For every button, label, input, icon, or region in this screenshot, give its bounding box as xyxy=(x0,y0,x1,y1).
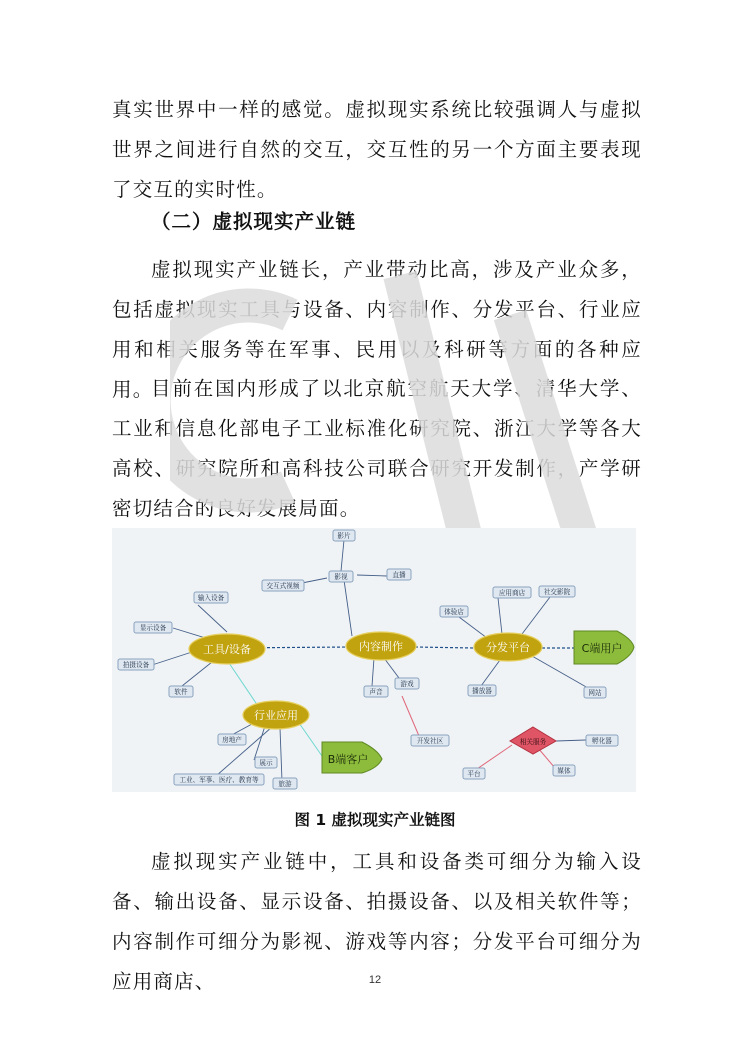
diagram-canvas xyxy=(112,528,636,792)
leaf-video xyxy=(329,571,353,582)
svg-text:分发平台: 分发平台 xyxy=(486,641,530,654)
leaf-audio xyxy=(364,686,388,697)
industry-chain-diagram xyxy=(112,528,636,792)
svg-text:交互式视频: 交互式视频 xyxy=(266,582,300,590)
svg-text:B端客户: B端客户 xyxy=(327,753,369,766)
svg-text:社交影院: 社交影院 xyxy=(543,588,571,596)
svg-text:孵化器: 孵化器 xyxy=(592,737,612,745)
svg-text:工具/设备: 工具/设备 xyxy=(203,643,251,656)
node-c-end-users xyxy=(574,631,634,664)
figure-caption: 图 1 虚拟现实产业链图 xyxy=(294,811,456,829)
leaf-sectors xyxy=(174,774,264,785)
svg-text:显示设备: 显示设备 xyxy=(139,624,167,632)
hub-distribution-platform xyxy=(474,633,542,661)
svg-text:网站: 网站 xyxy=(588,689,602,697)
svg-text:拍摄设备: 拍摄设备 xyxy=(122,661,150,669)
hub-content-production xyxy=(346,632,416,660)
svg-text:直播: 直播 xyxy=(392,571,406,579)
leaf-interactive-video xyxy=(262,580,304,591)
leaf-app-store xyxy=(493,587,531,598)
leaf-film xyxy=(333,530,355,541)
leaf-platform xyxy=(463,768,485,779)
svg-text:内容制作: 内容制作 xyxy=(359,640,403,653)
leaf-website xyxy=(584,687,606,698)
leaf-game xyxy=(395,678,419,689)
svg-text:应用商店: 应用商店 xyxy=(498,589,526,597)
hub-tools-devices xyxy=(189,634,265,664)
svg-text:C端用户: C端用户 xyxy=(581,642,623,655)
paragraph-3: 目前在国内形成了以北京航空航天大学、清华大学、工业和信息化部电子工业标准化研究院、浙江大学等各大高校、研究院所和高科技公司联合研究开发制作，产学研密切结合的良好发展局面。 xyxy=(112,377,642,520)
leaf-media xyxy=(553,765,575,776)
leaf-social-cinema xyxy=(539,586,575,597)
leaf-experience-store xyxy=(440,606,468,617)
leaf-dev-community xyxy=(411,735,449,746)
leaf-display-device xyxy=(134,622,172,633)
svg-text:相关服务: 相关服务 xyxy=(519,738,547,746)
svg-text:影视: 影视 xyxy=(334,573,348,581)
svg-text:开发社区: 开发社区 xyxy=(416,737,444,745)
section-heading: （二）虚拟现实产业链 xyxy=(151,210,357,233)
leaf-real-estate xyxy=(218,734,246,745)
svg-text:旅游: 旅游 xyxy=(278,780,292,788)
page-number: 12 xyxy=(368,974,382,986)
paragraph-2: 虚拟现实产业链长，产业带动比高，涉及产业众多，包括虚拟现实工具与设备、内容制作、分发平台、行业应用和相关服务等在军事、民用以及科研等方面的各种应用。 xyxy=(112,258,642,401)
svg-text:行业应用: 行业应用 xyxy=(254,709,298,722)
svg-text:平台: 平台 xyxy=(467,770,481,778)
svg-text:声音: 声音 xyxy=(369,688,383,696)
node-related-services xyxy=(510,727,556,754)
svg-text:影片: 影片 xyxy=(337,532,351,540)
leaf-tourism xyxy=(273,778,297,789)
svg-text:房地产: 房地产 xyxy=(222,736,242,744)
paragraph-1: 真实世界中一样的感觉。虚拟现实系统比较强调人与虚拟世界之间进行自然的交互，交互性的另一个方面主要表现了交互的实时性。 xyxy=(112,98,642,201)
svg-text:播放器: 播放器 xyxy=(472,687,492,695)
svg-text:媒体: 媒体 xyxy=(557,767,571,775)
hub-industry-application xyxy=(243,701,309,729)
leaf-player xyxy=(468,685,496,696)
svg-text:展示: 展示 xyxy=(259,759,273,767)
leaf-camera-device xyxy=(118,659,154,670)
leaf-input-device xyxy=(194,592,228,603)
paragraph-4: 虚拟现实产业链中，工具和设备类可细分为输入设备、输出设备、显示设备、拍摄设备、以及相关软件等；内容制作可细分为影视、游戏等内容；分发平台可细分为应用商店、 xyxy=(112,850,642,993)
svg-text:体验店: 体验店 xyxy=(444,608,464,616)
node-b-end-customers xyxy=(322,742,382,773)
leaf-exhibition xyxy=(255,757,277,768)
svg-text:游戏: 游戏 xyxy=(400,680,414,688)
leaf-software xyxy=(169,686,193,697)
svg-text:输入设备: 输入设备 xyxy=(197,594,225,602)
svg-text:软件: 软件 xyxy=(174,688,188,696)
leaf-incubator xyxy=(586,735,618,746)
leaf-live xyxy=(387,569,411,580)
svg-text:工业、军事、医疗、教育等: 工业、军事、医疗、教育等 xyxy=(179,776,259,784)
